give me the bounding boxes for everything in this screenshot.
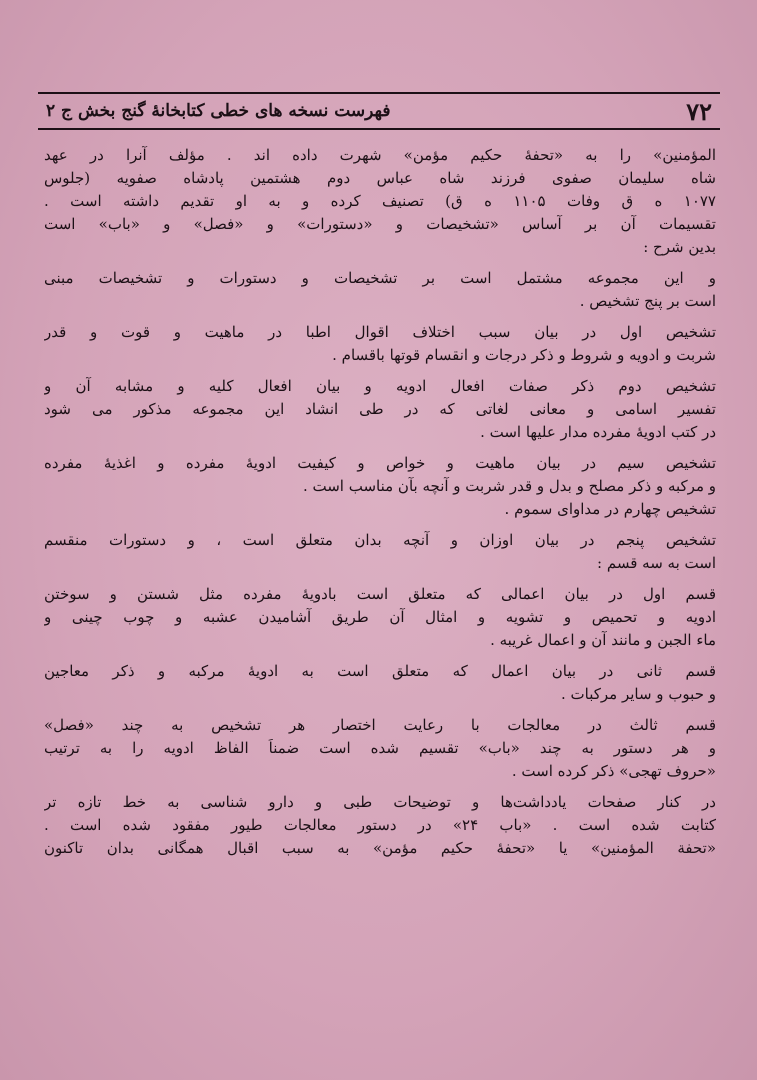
text-line: و این مجموعه مشتمل است بر تشخیصات و دستورات و تشخیصات مبنی bbox=[44, 269, 716, 287]
text-line: است به سه قسم : bbox=[597, 554, 716, 572]
text-line: تشخیص اول در بیان سبب اختلاف اقوال اطبا در ماهیت و قوت و قدر bbox=[44, 323, 716, 341]
text-line: ۱۰۷۷ ه ق وفات ۱۱۰۵ ه ق) تصنیف کرده و به او تقدیم داشته است . bbox=[44, 192, 716, 210]
text-line: تشخیص چهارم در مداوای سموم . bbox=[504, 500, 716, 518]
text-line: و حبوب و سایر مرکبات . bbox=[560, 685, 716, 703]
running-title: فهرست نسخه های خطی کتابخانهٔ گنج بخش ج ۲ bbox=[46, 101, 391, 121]
page-header bbox=[38, 92, 720, 130]
text-line: شاه سلیمان صفوی فرزند شاه عباس دوم هشتمین پادشاه صفویه (جلوس bbox=[44, 169, 716, 187]
page-number: ۷۲ bbox=[686, 96, 712, 126]
text-line: کتابت شده است . «باب ۲۴» در دستور معالجات طیور مفقود شده است . bbox=[44, 816, 716, 834]
text-line: تفسیر اسامی و معانی لغاتی که در طی انشاد این مجموعه مذکور می شود bbox=[44, 400, 716, 418]
text-line: شربت و ادویه و شروط و ذکر درجات و انقسام قوتها باقسام . bbox=[332, 346, 716, 364]
text-line: قسم ثانی در بیان اعمال که متعلق است به ادویهٔ مرکبه و ذکر معاجین bbox=[44, 662, 716, 680]
text-line: قسم ثالث در معالجات با رعایت اختصار هر تشخیص به چند «فصل» bbox=[44, 716, 716, 734]
text-line: تشخیص پنجم در بیان اوزان و آنچه بدان متعلق است ، و دستورات منقسم bbox=[44, 531, 716, 549]
text-line: تقسیمات آن بر آساس «تشخیصات و «دستورات» و «فصل» و «باب» است bbox=[44, 215, 716, 233]
text-line: تشخیص دوم ذکر صفات افعال ادویه و بیان افعال کلیه و مشابه آن و bbox=[44, 377, 716, 395]
text-line: و هر دستور به چند «باب» تقسیم شده است ضمناً الفاظ ادویه را به ترتیب bbox=[44, 739, 716, 757]
text-line: المؤمنین» را به «تحفهٔ حکیم مؤمن» شهرت داده اند . مؤلف آنرا در عهد bbox=[44, 146, 716, 164]
text-line: است بر پنج تشخیص . bbox=[579, 292, 716, 310]
text-line: «حروف تهجی» ذکر کرده است . bbox=[511, 762, 716, 780]
text-line: قسم اول در بیان اعمالی که متعلق است بادویهٔ مفرده مثل شستن و سوختن bbox=[44, 585, 716, 603]
text-line: تشخیص سیم در بیان ماهیت و خواص و کیفیت ادویهٔ مفرده و اغذیهٔ مفرده bbox=[44, 454, 716, 472]
text-line: در کنار صفحات یادداشت‌ها و توضیحات طبی و دارو شناسی به خط تازه تر bbox=[44, 793, 716, 811]
text-line: «تحفة المؤمنین» یا «تحفهٔ حکیم مؤمن» به سبب اقبال همگانی بدان تاکنون bbox=[44, 839, 716, 857]
body-text bbox=[44, 146, 716, 862]
text-line: بدین شرح : bbox=[643, 238, 716, 256]
text-line: در کتب ادویهٔ مفرده مدار علیها است . bbox=[480, 423, 716, 441]
text-line: و مرکبه و ذکر مصلح و بدل و قدر شربت و آنچه بآن مناسب است . bbox=[302, 477, 716, 495]
text-line: ادویه و تحمیص و تشویه و امثال آن طریق آشامیدن عشبه و چوب چینی و bbox=[44, 608, 716, 626]
text-line: ماء الجبن و مانند آن و اعمال غریبه . bbox=[490, 631, 716, 649]
